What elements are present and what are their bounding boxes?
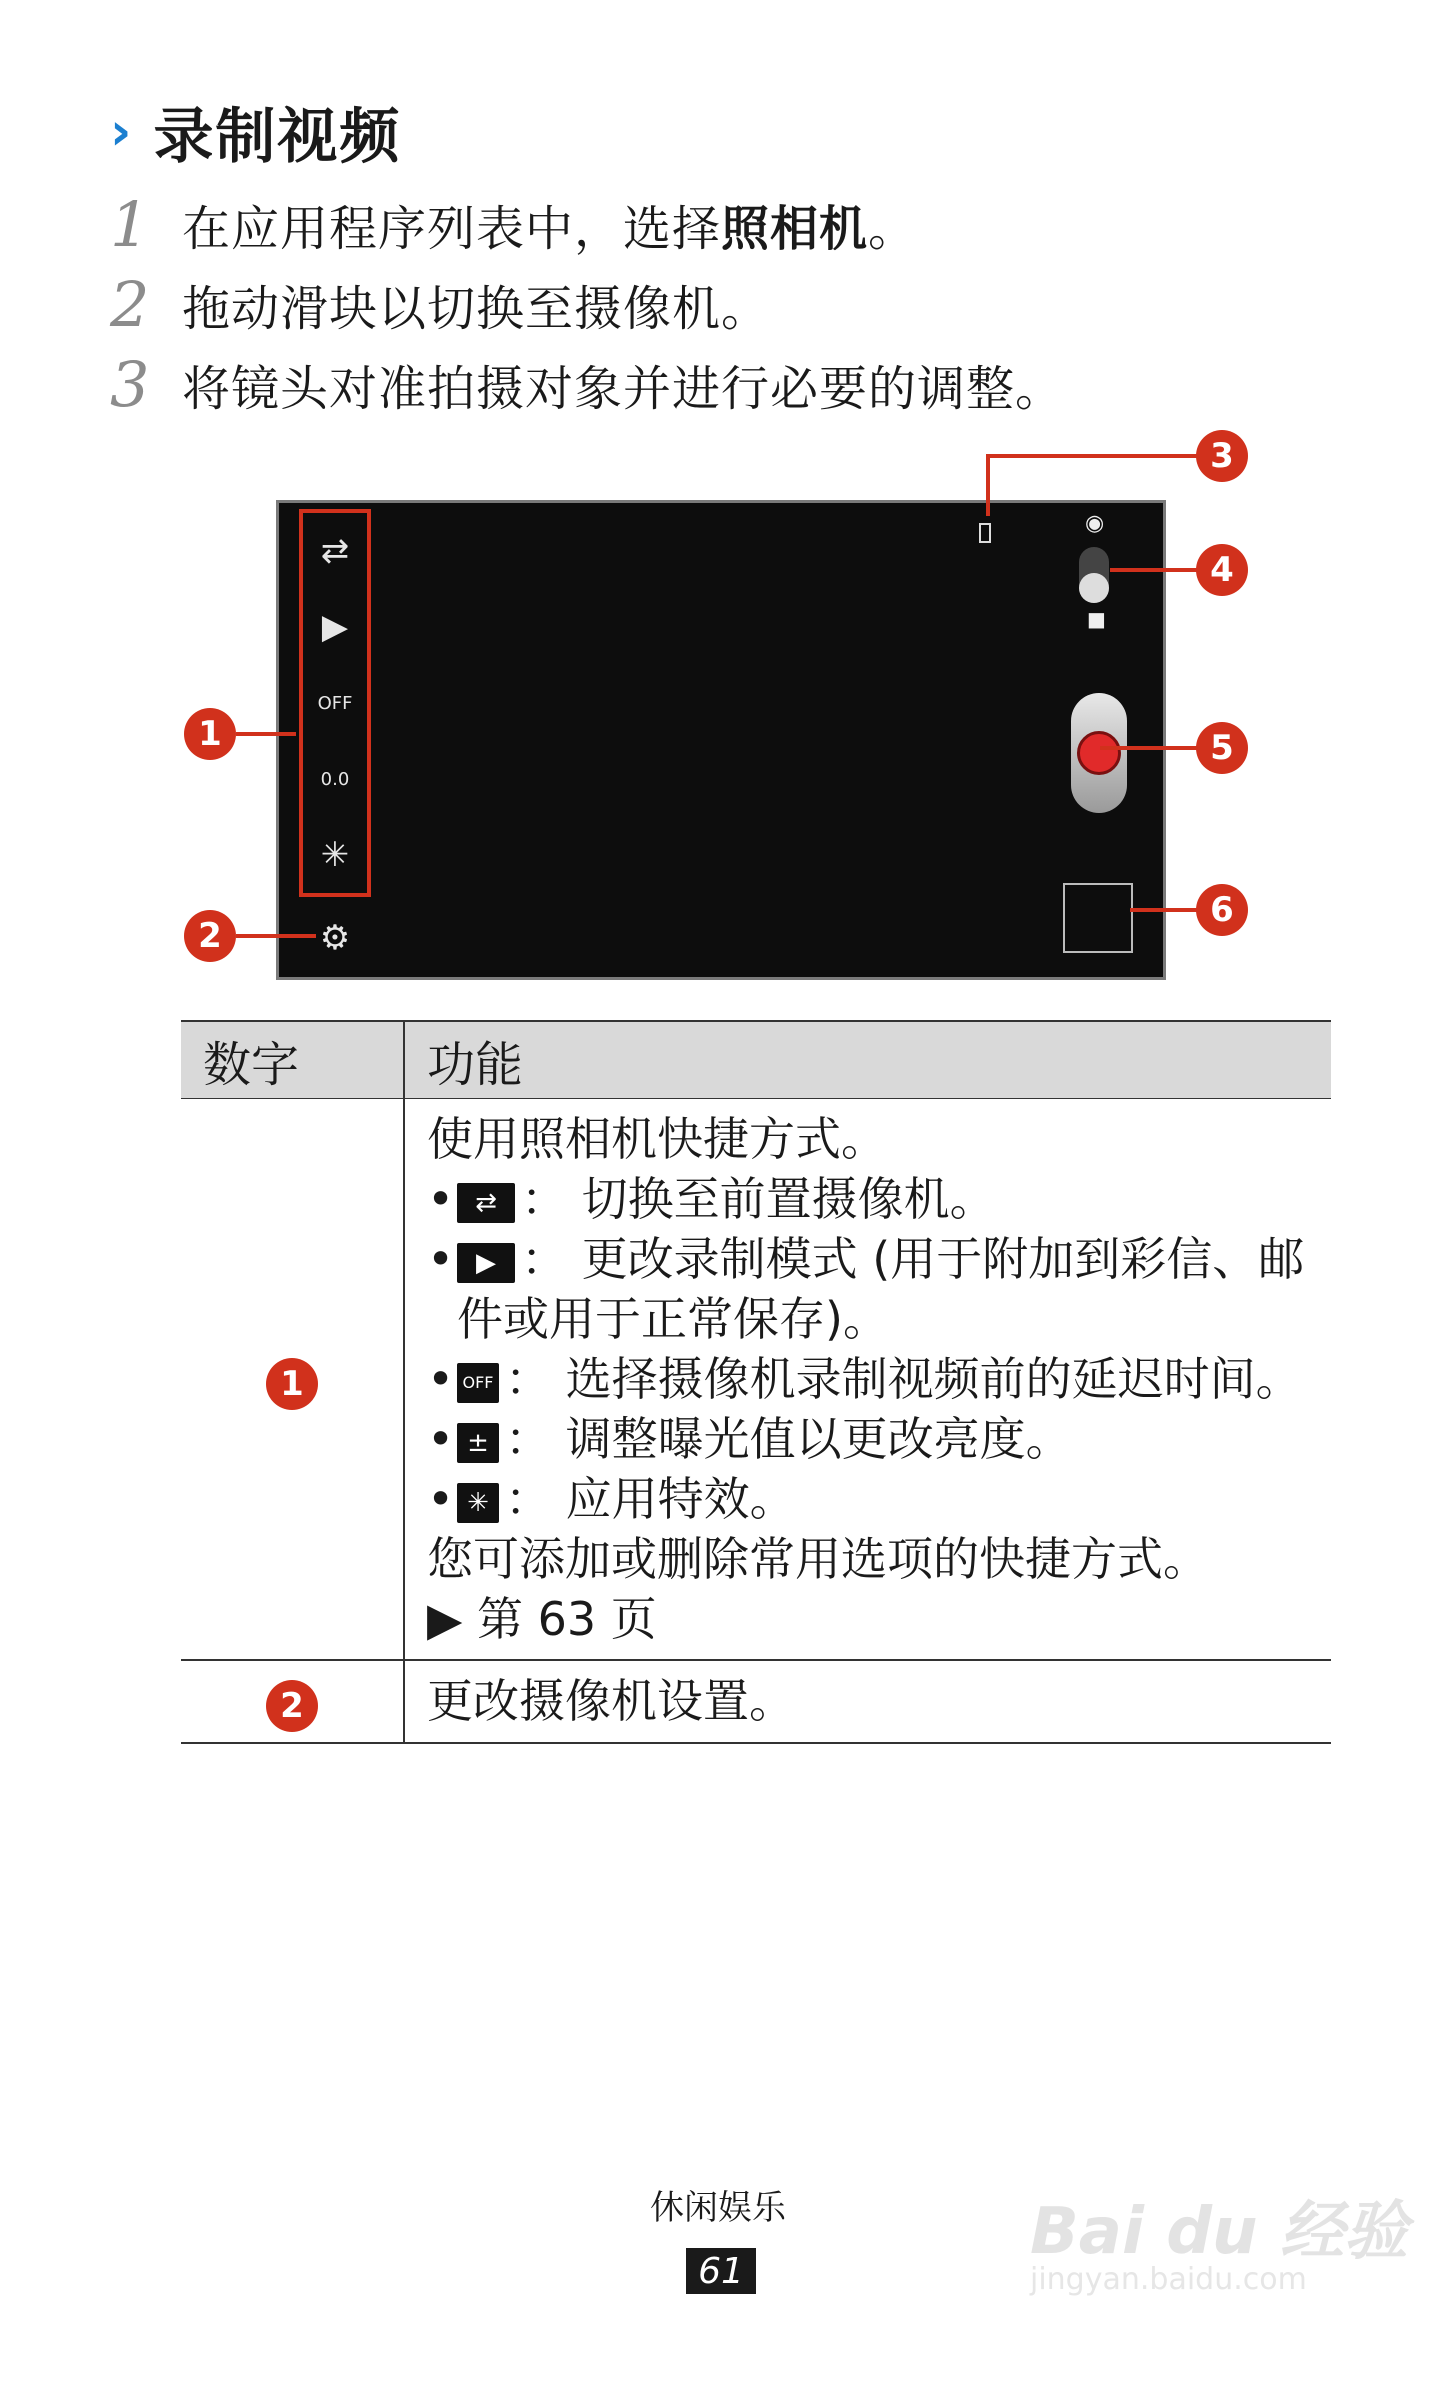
step-number: 2 xyxy=(110,267,150,341)
shortcut-panel xyxy=(299,509,371,897)
record-dot-icon xyxy=(1077,731,1121,775)
callout-line xyxy=(236,732,296,736)
callout-4: 4 xyxy=(1196,544,1248,596)
recording-mode-icon[interactable]: ▶ xyxy=(321,607,349,647)
callout-6: 6 xyxy=(1196,884,1248,936)
exposure-icon: ± xyxy=(457,1423,499,1463)
list-item: • ✳ ： 应用特效。 xyxy=(427,1472,796,1526)
step-1 xyxy=(110,188,917,260)
step-number: 3 xyxy=(110,347,150,421)
callout-line xyxy=(988,454,1198,458)
mode-switch-knob[interactable] xyxy=(1079,573,1109,603)
effects-icon: ✳ xyxy=(457,1483,499,1523)
video-mode-icon: ■ xyxy=(1087,607,1106,631)
mode-switch[interactable] xyxy=(1079,547,1109,603)
step-3 xyxy=(110,348,1064,420)
front-camera-icon: ⇄ xyxy=(457,1183,515,1223)
watermark-url: jingyan.baidu.com xyxy=(1030,2262,1307,2297)
storage-indicator-icon xyxy=(979,523,991,543)
baidu-watermark-logo: Bai du 经验 xyxy=(1030,2195,1408,2269)
callout-line xyxy=(236,934,316,938)
function-table xyxy=(181,1020,1331,1744)
effects-icon[interactable]: ✳ xyxy=(320,835,350,875)
callout-line xyxy=(1110,568,1198,572)
callout-line xyxy=(1130,908,1198,912)
callout-line xyxy=(1100,746,1198,750)
chevron-right-icon: › xyxy=(110,102,132,162)
list-item: • ▶ ： 更改录制模式 (用于附加到彩信、邮件或用于正常保存)。 xyxy=(427,1232,1305,1346)
list-item: • ⇄ ： 切换至前置摄像机。 xyxy=(427,1172,996,1226)
row-1-description: 使用照相机快捷方式。 • ⇄ ： 切换至前置摄像机。 • ▶ ： 更改录制模式 (用于附加到彩信、邮件或用于正常保存)。 • OFF ： 选择摄像机录制视频前的延迟时间。 • ± ： 调整曝光值以更改亮度。 • ✳ ： 应用特效。 您可添加或删除常用选项的快捷方式。 ▶ 第 63 页 xyxy=(404,1099,1331,1661)
section-heading xyxy=(110,92,401,172)
camera-mode-icon: ◉ xyxy=(1085,511,1105,536)
table-row xyxy=(181,1660,1331,1743)
front-camera-icon[interactable]: ⇄ xyxy=(320,531,350,571)
callout-3: 3 xyxy=(1196,430,1248,482)
recording-mode-icon: ▶ xyxy=(457,1243,515,1283)
camera-screen-illustration xyxy=(276,500,1166,980)
callout-1: 1 xyxy=(184,708,236,760)
settings-gear-icon[interactable]: ⚙ xyxy=(319,918,351,958)
callout-2-label: 2 xyxy=(266,1680,318,1732)
step-2 xyxy=(110,268,770,340)
page-number: 61 xyxy=(686,2248,756,2294)
table-header-row xyxy=(181,1021,1331,1099)
list-item: • ± ： 调整曝光值以更改亮度。 xyxy=(427,1412,1072,1466)
timer-off-icon[interactable]: OFF xyxy=(317,692,353,714)
exposure-icon[interactable]: 0.0 xyxy=(320,768,350,790)
step-text: 在应用程序列表中，选择照相机。 xyxy=(182,200,918,257)
step-text: 拖动滑块以切换至摄像机。 xyxy=(182,280,771,337)
row-2-description: 更改摄像机设置。 xyxy=(404,1660,1331,1743)
page-reference-link[interactable]: ▶ 第 63 页 xyxy=(427,1592,657,1646)
footer-section-label: 休闲娱乐 xyxy=(650,2188,786,2228)
gallery-thumbnail[interactable] xyxy=(1063,883,1133,953)
page-title: 录制视频 xyxy=(153,102,402,172)
callout-1-label: 1 xyxy=(266,1358,318,1410)
callout-line xyxy=(986,454,990,516)
step-text: 将镜头对准拍摄对象并进行必要的调整。 xyxy=(182,360,1065,417)
record-button[interactable] xyxy=(1071,693,1127,813)
column-header-function: 功能 xyxy=(404,1021,1331,1099)
callout-5: 5 xyxy=(1196,722,1248,774)
timer-off-icon: OFF xyxy=(457,1363,499,1403)
column-header-number: 数字 xyxy=(181,1021,404,1099)
list-item: • OFF ： 选择摄像机录制视频前的延迟时间。 xyxy=(427,1352,1302,1406)
callout-2: 2 xyxy=(184,910,236,962)
table-row xyxy=(181,1099,1331,1661)
step-number: 1 xyxy=(110,187,150,261)
